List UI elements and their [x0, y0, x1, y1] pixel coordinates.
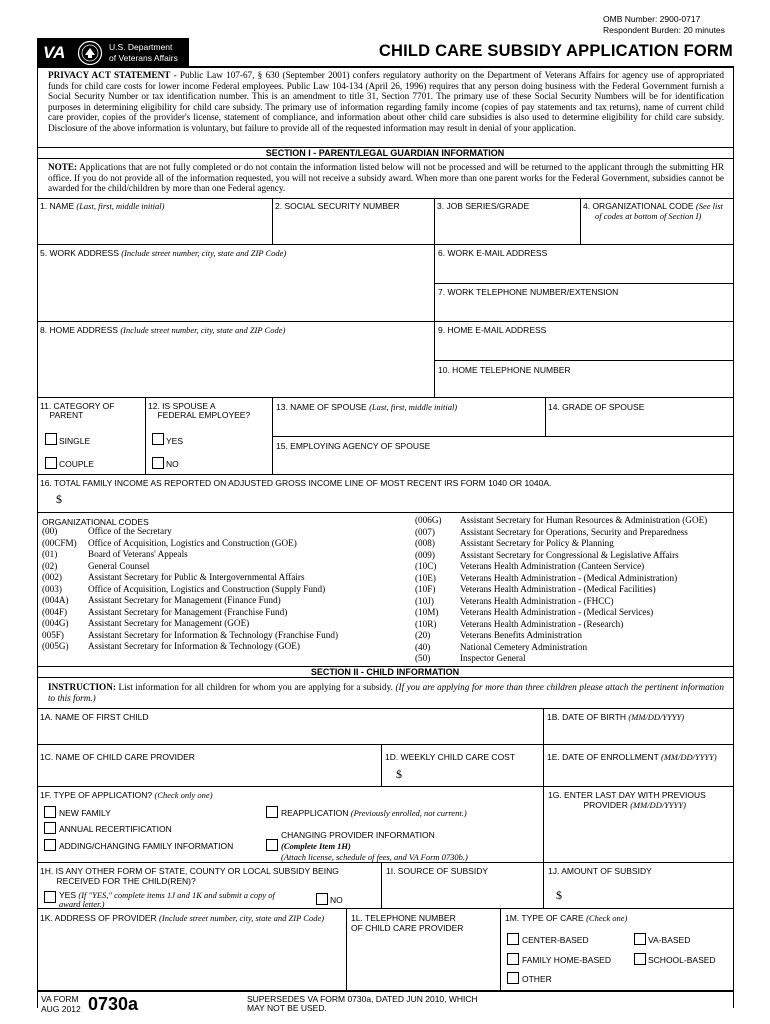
footer-supersedes-2: MAY NOT BE USED. — [247, 1003, 327, 1013]
org-code: (02) — [42, 560, 58, 571]
field-15-spouse-agency-input[interactable] — [273, 452, 732, 473]
family-home-label: FAMILY HOME-BASED — [522, 955, 611, 965]
field-1g-last-day-label: 1G. ENTER LAST DAY WITH PREVIOUS PROVIDER (MM/DD/YYYY) — [548, 790, 706, 810]
field-6-work-email-input[interactable] — [435, 260, 732, 282]
field-8-home-address-label: 8. HOME ADDRESS (Include street number, city, state and ZIP Code) — [40, 325, 286, 335]
other-checkbox[interactable] — [507, 972, 519, 984]
field-4-org-label: 4. ORGANIZATIONAL CODE (See list — [583, 201, 724, 211]
reapplication-label: REAPPLICATION (Previously enrolled, not current.) — [281, 808, 467, 818]
attach-docs-label: (Attach license, schedule of fees, and VA Form 0730b.) — [281, 852, 468, 862]
subsidy-yes-checkbox[interactable] — [44, 891, 56, 903]
field-13-spouse-name-input[interactable] — [273, 413, 544, 435]
field-1g-last-day-input[interactable] — [544, 812, 732, 861]
subsidy-no-label: NO — [330, 895, 343, 905]
org-code-name: Veterans Benefits Administration — [460, 630, 582, 640]
other-label: OTHER — [522, 974, 552, 984]
org-code-name: Office of Acquisition, Logistics and Construction (Supply Fund) — [88, 583, 326, 594]
va-seal-icon — [77, 40, 103, 66]
field-1l-provider-phone-input[interactable] — [347, 936, 499, 989]
org-code-name: Assistant Secretary for Management (GOE) — [88, 618, 250, 628]
org-code-name: Veterans Health Administration - (Research) — [460, 618, 624, 629]
section-2-title: SECTION II - CHILD INFORMATION — [37, 666, 733, 678]
field-16-income-input[interactable] — [66, 490, 726, 510]
privacy-label: PRIVACY ACT STATEMENT — [48, 70, 171, 80]
section-1-title: SECTION I - PARENT/LEGAL GUARDIAN INFORMATION — [37, 147, 733, 159]
org-code-name: Assistant Secretary for Congressional & Legislative Affairs — [460, 549, 679, 560]
org-code: (003) — [42, 583, 62, 594]
field-1d-weekly-cost-label: 1D. WEEKLY CHILD CARE COST — [385, 752, 516, 762]
field-2-ssn-input[interactable] — [273, 213, 433, 243]
field-9-home-email-input[interactable] — [435, 337, 732, 359]
form-title: CHILD CARE SUBSIDY APPLICATION FORM — [378, 42, 733, 60]
field-1d-dollar-sign: $ — [396, 767, 402, 781]
org-code-name: Assistant Secretary for Management (Finance Fund) — [88, 595, 281, 605]
field-1e-enrollment-label: 1E. DATE OF ENROLLMENT (MM/DD/YYYY) — [547, 752, 717, 762]
org-code-name: Veterans Health Administration - (Medical Facilities) — [460, 584, 656, 594]
field-13-spouse-name-label: 13. NAME OF SPOUSE (Last, first, middle initial) — [276, 402, 458, 412]
field-1i-source-label: 1I. SOURCE OF SUBSIDY — [386, 866, 489, 876]
changing-provider-label: CHANGING PROVIDER INFORMATION — [281, 830, 435, 840]
field-7-work-phone-label: 7. WORK TELEPHONE NUMBER/EXTENSION — [438, 287, 619, 297]
org-code: (002) — [42, 572, 62, 582]
field-1k-provider-address-input[interactable] — [38, 924, 345, 989]
org-code: (008) — [415, 538, 435, 548]
changing-provider-checkbox[interactable] — [266, 839, 278, 851]
org-code: (005G) — [42, 641, 69, 651]
org-code-name: Assistant Secretary for Policy & Planning — [460, 538, 614, 548]
spouse-no-label: NO — [166, 459, 179, 469]
field-1b-dob-input[interactable] — [544, 723, 732, 743]
org-code: (10R) — [415, 618, 437, 629]
org-code: (10F) — [415, 584, 436, 594]
field-1-name-label: 1. NAME (Last, first, middle initial) — [40, 201, 165, 211]
org-code: (006G) — [415, 515, 442, 525]
section-1-note — [48, 162, 724, 194]
org-code: (10J) — [415, 595, 434, 606]
field-15-spouse-agency-label: 15. EMPLOYING AGENCY OF SPOUSE — [276, 441, 431, 451]
spouse-no-checkbox[interactable] — [152, 457, 164, 469]
field-1j-dollar-sign: $ — [556, 888, 562, 902]
section-2-instruction: INSTRUCTION: List information for all children for whom you are applying for a subsidy. (If you are applying for more than three children please attach the pertinent information to this form.) — [48, 682, 724, 703]
center-based-checkbox[interactable] — [507, 933, 519, 945]
couple-label: COUPLE — [59, 459, 94, 469]
org-code-name: Inspector General — [460, 653, 526, 663]
org-code: (01) — [42, 549, 58, 559]
reapplication-checkbox[interactable] — [266, 806, 278, 818]
org-code-name: Office of Acquisition, Logistics and Construction (GOE) — [88, 537, 297, 548]
annual-recert-checkbox[interactable] — [44, 822, 56, 834]
footer-va-form: VA FORM — [41, 994, 79, 1004]
field-1c-provider-label: 1C. NAME OF CHILD CARE PROVIDER — [40, 752, 195, 762]
single-checkbox[interactable] — [45, 433, 57, 445]
field-12-spouse-federal-label: 12. IS SPOUSE A FEDERAL EMPLOYEE? — [148, 401, 251, 420]
field-1j-amount-label: 1J. AMOUNT OF SUBSIDY — [548, 866, 652, 876]
privacy-text: - Public Law 107-67, § 630 (September 2001) confers regulatory authority on the Department of Veterans Affairs for agency use of appropriated funds for child care costs for lower income Federal employees. Public Law 104-134 (April 26, 1996) requires that any person doing business with the Federal Government furnish a Social Security Number or tax identification number. This is an amendment to title 31, Section 7701. The primary use of these Social Security Numbers will be for identification purposes in determining eligibility for child care subsidy. The primary use of information regarding family income (copies of pay statements and tax returns), name of current child care provider, copies of the provider's license, statement of compliance, and information about other child care subsidies is also used to determine eligibility for child care subsidy. Disclosure of the above information is voluntary, but failure to provide all of the requested information may result in denial of your application. — [48, 70, 724, 133]
field-1-name-input[interactable] — [38, 213, 271, 243]
adding-family-label: ADDING/CHANGING FAMILY INFORMATION — [59, 841, 234, 851]
school-based-checkbox[interactable] — [634, 953, 646, 965]
org-code-name: Veterans Health Administration - (Medical Services) — [460, 607, 654, 617]
field-3-job-label: 3. JOB SERIES/GRADE — [437, 201, 530, 211]
field-2-ssn-label: 2. SOCIAL SECURITY NUMBER — [275, 201, 400, 211]
field-1e-enrollment-input[interactable] — [544, 763, 732, 785]
field-1k-provider-address-label: 1K. ADDRESS OF PROVIDER (Include street number, city, state and ZIP Code) — [40, 913, 325, 923]
field-4-org-hint: of codes at bottom of Section I) — [595, 211, 702, 221]
org-code: 005F) — [42, 629, 64, 640]
org-code-name: Veterans Health Administration - (FHCC) — [460, 595, 614, 606]
org-code-name: Assistant Secretary for Information & Technology (Franchise Fund) — [88, 629, 338, 640]
org-code: (007) — [415, 526, 435, 537]
va-logo-block — [37, 38, 189, 68]
field-5-work-address-input[interactable] — [38, 260, 433, 320]
org-code-name: Assistant Secretary for Human Resources & Administration (GOE) — [460, 515, 708, 525]
field-3-job-input[interactable] — [435, 213, 579, 243]
field-1h-other-subsidy-label: 1H. IS ANY OTHER FORM OF STATE, COUNTY OR LOCAL SUBSIDY BEING RECEIVED FOR THE CHILD(REN)? — [40, 866, 339, 886]
org-code: (004F) — [42, 606, 68, 617]
single-label: SINGLE — [59, 436, 91, 446]
subsidy-yes-label: YES (If "YES," complete items 1J and 1K and submit a copy of award letter.) — [59, 890, 275, 909]
couple-checkbox[interactable] — [45, 457, 57, 469]
adding-family-checkbox[interactable] — [44, 839, 56, 851]
org-code: (20) — [415, 630, 431, 640]
org-code-name: General Counsel — [88, 560, 150, 571]
field-4-org-input[interactable] — [581, 222, 732, 243]
org-codes-title: ORGANIZATIONAL CODES — [42, 517, 149, 527]
org-code-name: Assistant Secretary for Information & Technology (GOE) — [88, 641, 300, 651]
spouse-yes-label: YES — [166, 436, 184, 446]
org-code-name: Assistant Secretary for Management (Franchise Fund) — [88, 606, 288, 617]
org-code-name: Veterans Health Administration (Canteen Service) — [460, 561, 645, 571]
dept-line-2: of Veterans Affairs — [109, 53, 178, 63]
field-14-spouse-grade-input[interactable] — [546, 413, 732, 435]
field-10-home-phone-label: 10. HOME TELEPHONE NUMBER — [438, 365, 571, 375]
omb-number: OMB Number: 2900-0717 — [603, 14, 701, 24]
field-1a-child-name-input[interactable] — [38, 723, 542, 743]
footer-supersedes-1: SUPERSEDES VA FORM 0730a, DATED JUN 2010, WHICH — [247, 994, 478, 1004]
annual-recert-label: ANNUAL RECERTIFICATION — [59, 824, 172, 834]
field-6-work-email-label: 6. WORK E-MAIL ADDRESS — [438, 248, 548, 258]
field-7-work-phone-input[interactable] — [435, 299, 732, 320]
subsidy-no-checkbox[interactable] — [316, 893, 328, 905]
field-16-dollar-sign: $ — [56, 492, 62, 506]
new-family-checkbox[interactable] — [44, 806, 56, 818]
org-code: (10C) — [415, 561, 437, 571]
org-code: (10E) — [415, 572, 436, 583]
org-code-name: Assistant Secretary for Public & Intergovernmental Affairs — [88, 572, 305, 582]
privacy-statement — [48, 70, 724, 134]
org-code: (004G) — [42, 618, 69, 628]
org-code: (004A) — [42, 595, 69, 605]
school-based-label: SCHOOL-BASED — [648, 955, 716, 965]
note-text: Applications that are not fully completed or do not contain the information listed below will not be processed and will be returned to the applicant through the submitting HR office. If you do not provide all of the information requested, you will not receive a subsidy award. When more than one parent works for the Federal Government, subsidies cannot be awarded for the child/children by more than one Federal agency. — [48, 162, 724, 194]
field-1a-child-name-label: 1A. NAME OF FIRST CHILD — [40, 712, 149, 722]
field-1i-source-input[interactable] — [382, 878, 542, 907]
new-family-label: NEW FAMILY — [59, 808, 111, 818]
spouse-yes-checkbox[interactable] — [152, 433, 164, 445]
field-1d-weekly-cost-input[interactable] — [406, 763, 542, 785]
footer-form-number: 0730a — [88, 994, 139, 1014]
note-label: NOTE: — [48, 162, 78, 172]
org-code-name: Office of the Secretary — [88, 526, 172, 536]
va-based-checkbox[interactable] — [634, 933, 646, 945]
field-1j-amount-input[interactable] — [566, 884, 732, 907]
field-10-home-phone-input[interactable] — [435, 376, 732, 396]
field-9-home-email-label: 9. HOME E-MAIL ADDRESS — [438, 325, 547, 335]
field-5-work-address-label: 5. WORK ADDRESS (Include street number, city, state and ZIP Code) — [40, 248, 287, 258]
field-16-income-label: 16. TOTAL FAMILY INCOME AS REPORTED ON ADJUSTED GROSS INCOME LINE OF MOST RECENT IRS FORM 1040 OR 1040A. — [40, 478, 552, 488]
complete-1h-label: (Complete Item 1H) — [281, 841, 351, 851]
va-logo-text: VA — [43, 43, 66, 62]
field-1c-provider-input[interactable] — [38, 763, 380, 785]
org-code: (40) — [415, 641, 431, 652]
field-14-spouse-grade-label: 14. GRADE OF SPOUSE — [548, 402, 645, 412]
org-code-name: National Cemetery Administration — [460, 641, 588, 652]
org-code-name: Veterans Health Administration - (Medical Administration) — [460, 572, 678, 583]
dept-line-1: U.S. Department — [109, 42, 173, 52]
respondent-burden: Respondent Burden: 20 minutes — [603, 25, 725, 35]
field-8-home-address-input[interactable] — [38, 337, 433, 396]
footer-date: AUG 2012 — [41, 1004, 81, 1014]
va-based-label: VA-BASED — [648, 935, 691, 945]
center-based-label: CENTER-BASED — [522, 935, 589, 945]
org-code: (00CFM) — [42, 537, 77, 548]
org-code: (10M) — [415, 607, 439, 617]
family-home-checkbox[interactable] — [507, 953, 519, 965]
field-1f-type-label: 1F. TYPE OF APPLICATION? (Check only one) — [40, 790, 213, 800]
org-code-name: Assistant Secretary for Operations, Security and Preparedness — [460, 526, 688, 537]
field-1m-care-type-label: 1M. TYPE OF CARE (Check one) — [505, 913, 628, 923]
org-code: (009) — [415, 549, 435, 560]
field-1l-provider-phone-label: 1L. TELEPHONE NUMBER OF CHILD CARE PROVIDER — [351, 913, 464, 933]
org-code-name: Board of Veterans' Appeals — [88, 549, 188, 559]
org-code: (00) — [42, 526, 58, 536]
field-1b-dob-label: 1B. DATE OF BIRTH (MM/DD/YYYY) — [547, 712, 685, 722]
field-11-category-label: 11. CATEGORY OF PARENT — [40, 401, 115, 420]
org-code: (50) — [415, 653, 431, 663]
